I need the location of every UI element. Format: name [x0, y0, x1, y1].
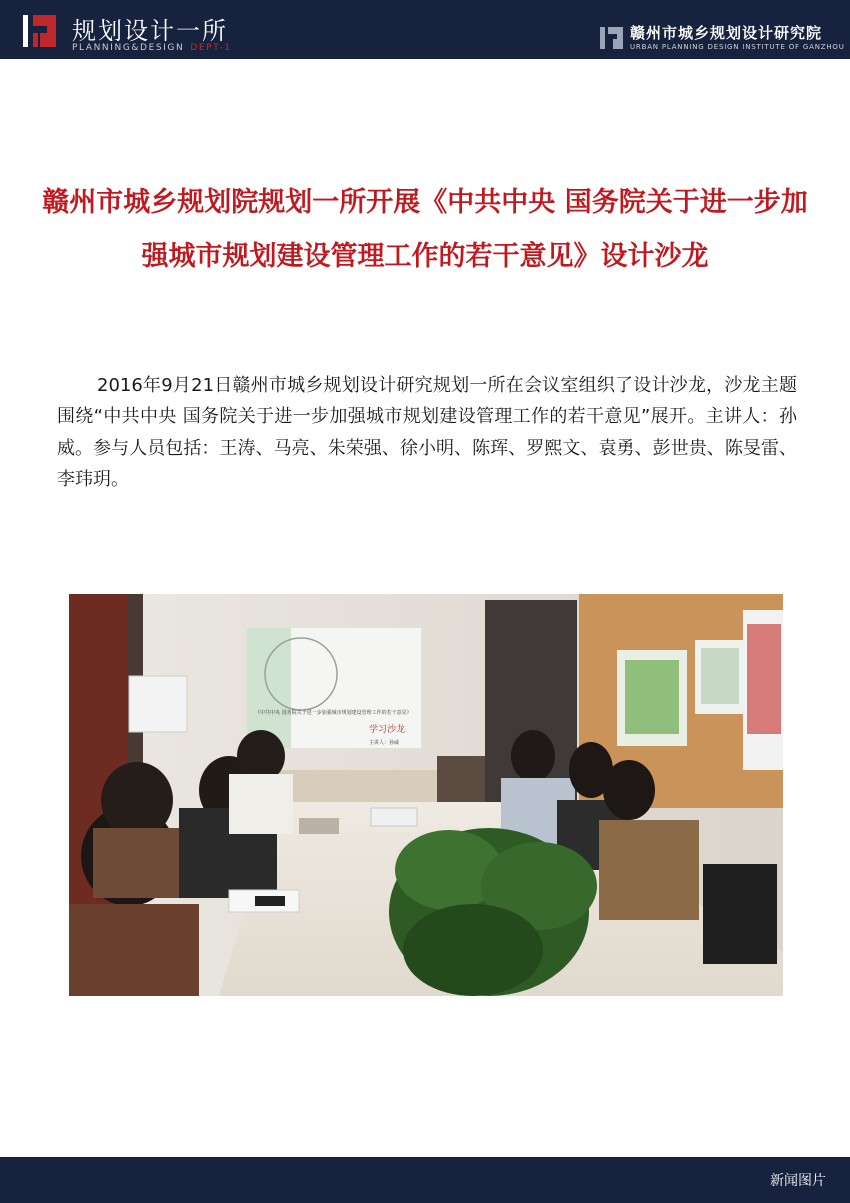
footer-label: 新闻图片 — [770, 1173, 826, 1189]
slide-speaker: 主讲人：孙威 — [369, 740, 400, 746]
institute-name: 赣州市城乡规划设计研究院 — [630, 24, 823, 42]
dept-code: DEPT-1 — [190, 43, 232, 53]
article-title: 赣州市城乡规划院规划一所开展《中共中央 国务院关于进一步加强城市规划建设管理工作的若干意见》设计沙龙 — [42, 187, 808, 273]
article-body: 2016年9月21日赣州市城乡规划设计研究规划一所在会议室组织了设计沙龙，沙龙主题围绕“中共中央 国务院关于进一步加强城市规划建设管理工作的若干意见”展开。主讲人：孙威。参与人员包括：王涛、马亮、朱荣强、徐小明、陈珲、罗熙文、袁勇、彭世贵、陈旻雷、李玮玥。 — [57, 375, 797, 490]
page-footer — [0, 1157, 850, 1203]
institute-logo-icon — [600, 25, 624, 49]
news-photo — [69, 594, 783, 996]
slide-caption: 《中共中央 国务院关于进一步加强城市规划建设管理工作的若干意见》 — [255, 710, 412, 716]
dept-subtitle — [72, 43, 232, 53]
dept-logo-icon — [22, 12, 60, 50]
institute-english-name: URBAN PLANNING DESIGN INSTITUTE OF GANZHOU — [630, 43, 845, 51]
meeting-room-photo — [69, 594, 783, 996]
dept-subtitle-en: PLANNING&DESIGN — [72, 43, 185, 53]
page-header — [0, 0, 850, 59]
dept-title: 规划设计一所 — [72, 17, 228, 45]
slide-heading: 学习沙龙 — [369, 725, 406, 735]
